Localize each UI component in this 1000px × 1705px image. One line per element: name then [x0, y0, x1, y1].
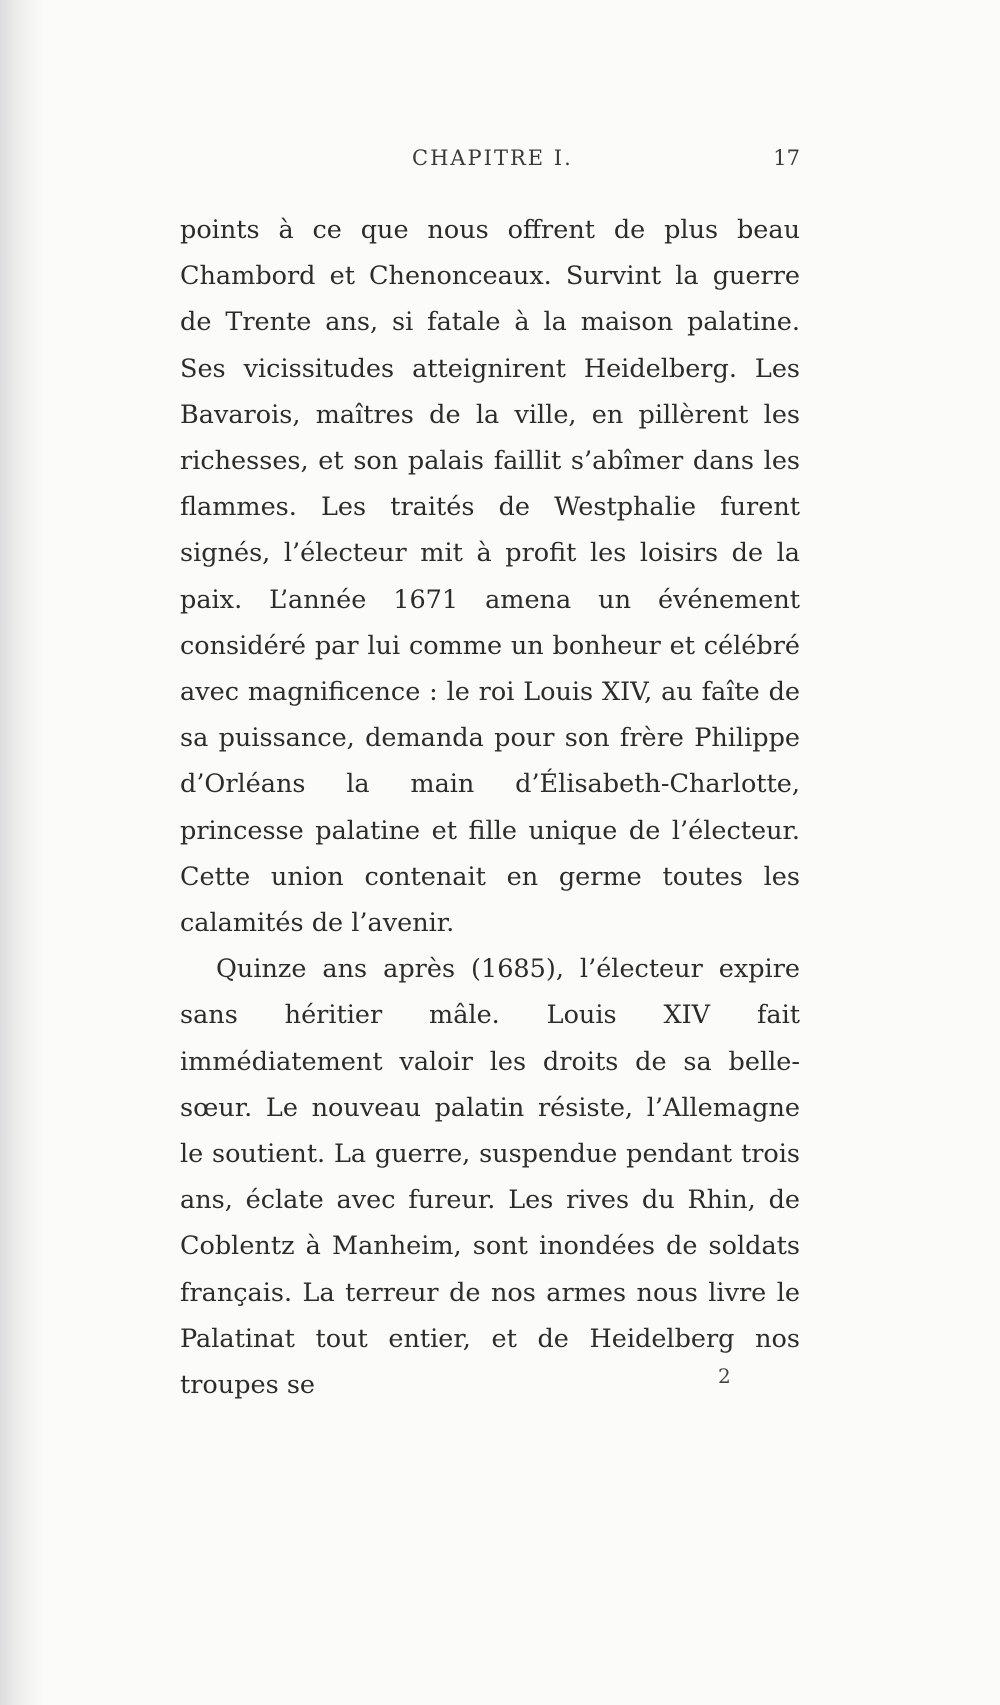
chapter-title: CHAPITRE I.: [412, 146, 573, 170]
body-text: [180, 207, 800, 1408]
page-gutter-shadow: [0, 0, 44, 1705]
paragraph-1: points à ce que nous offrent de plus beau Chambord et Chenonceaux. Survint la guerre de Trente ans, si fatale à la maison palatine. Ses vicissitudes atteignirent Heidelberg. Les Bavarois, maîtres de la ville, en pillèrent les richesses, et son palais faillit s’abîmer dans les flammes. Les traités de Westphalie furent signés, l’électeur mit à profit les loisirs de la paix. L’année 1671 amena un événement considéré par lui comme un bonheur et célébré avec magnificence : le roi Louis XIV, au faîte de sa puissance, demanda pour son frère Philippe d’Orléans la main d’Élisabeth-Charlotte, princesse palatine et fille unique de l’électeur. Cette union contenait en germe toutes les calamités de l’avenir.: [180, 215, 800, 939]
paragraph-2: Quinze ans après (1685), l’électeur expire sans héritier mâle. Louis XIV fait immédiatement valoir les droits de sa belle-sœur. Le nouveau palatin résiste, l’Allemagne le soutient. La guerre, suspendue pendant trois ans, éclate avec fureur. Les rives du Rhin, de Coblentz à Manheim, sont inondées de soldats français. La terreur de nos armes nous livre le Palatinat tout entier, et de Heidelberg nos troupes se: [180, 954, 800, 1401]
running-head: [180, 146, 800, 186]
signature-mark: 2: [718, 1364, 731, 1388]
page-number: 17: [773, 146, 800, 170]
